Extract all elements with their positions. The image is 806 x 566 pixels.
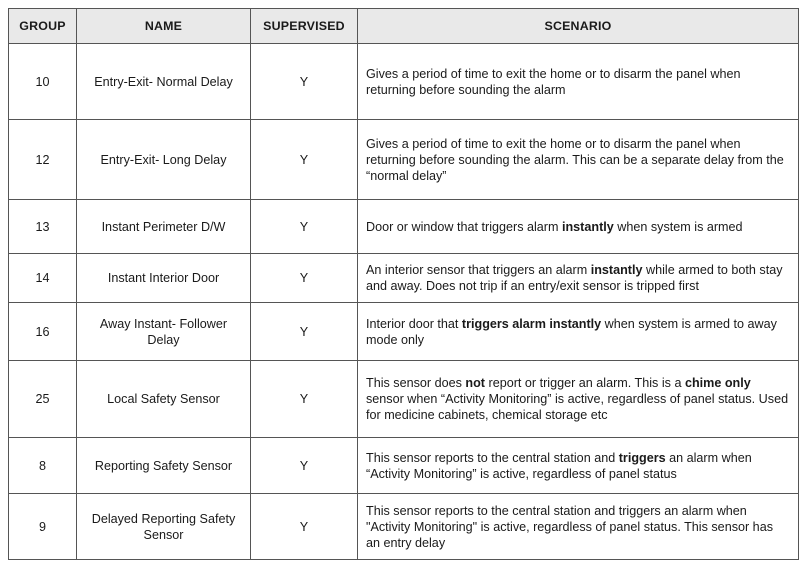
supervised-cell: Y bbox=[251, 44, 358, 120]
scenario-text: when system is armed to away mode only bbox=[366, 316, 777, 347]
scenario-text: This sensor does bbox=[366, 376, 466, 390]
name-cell: Entry-Exit- Normal Delay bbox=[77, 44, 251, 120]
name-cell: Instant Perimeter D/W bbox=[77, 200, 251, 254]
group-cell: 25 bbox=[9, 361, 77, 438]
supervised-cell: Y bbox=[251, 438, 358, 494]
scenario-emphasis: instantly bbox=[590, 263, 643, 277]
name-cell: Instant Interior Door bbox=[77, 254, 251, 303]
scenario-cell bbox=[358, 200, 799, 254]
header-group: GROUP bbox=[9, 9, 77, 44]
scenario-cell bbox=[358, 254, 799, 303]
supervised-cell: Y bbox=[251, 494, 358, 560]
table-row bbox=[9, 494, 799, 560]
table-row bbox=[9, 254, 799, 303]
scenario-emphasis: chime only bbox=[684, 376, 751, 390]
supervised-cell: Y bbox=[251, 120, 358, 200]
scenario-text: an alarm when “Activity Monitoring” is active, regardless of panel status bbox=[366, 450, 752, 481]
scenario-text: Gives a period of time to exit the home or to disarm the panel when returning before sounding the alarm. This can be a separate delay from the “normal delay” bbox=[366, 136, 784, 183]
scenario-cell bbox=[358, 44, 799, 120]
supervised-cell: Y bbox=[251, 361, 358, 438]
name-cell: Reporting Safety Sensor bbox=[77, 438, 251, 494]
scenario-text: This sensor reports to the central station and bbox=[366, 450, 619, 465]
scenario-text: when system is armed bbox=[613, 219, 743, 234]
supervised-cell: Y bbox=[251, 254, 358, 303]
scenario-text: sensor when “Activity Monitoring” is active, regardless of panel status. Used for medicine cabinets, chemical storage etc bbox=[366, 392, 789, 422]
scenario-cell bbox=[358, 438, 799, 494]
group-cell: 10 bbox=[9, 44, 77, 120]
group-cell: 13 bbox=[9, 200, 77, 254]
scenario-emphasis: triggers bbox=[618, 450, 666, 465]
table-row bbox=[9, 361, 799, 438]
group-cell: 14 bbox=[9, 254, 77, 303]
sensor-group-document bbox=[8, 8, 799, 560]
group-cell: 16 bbox=[9, 303, 77, 361]
scenario-cell bbox=[358, 361, 799, 438]
scenario-emphasis: triggers alarm instantly bbox=[461, 316, 602, 331]
scenario-text: An interior sensor that triggers an alarm bbox=[366, 263, 591, 277]
table-row bbox=[9, 120, 799, 200]
header-name: NAME bbox=[77, 9, 251, 44]
table-row bbox=[9, 200, 799, 254]
scenario-text: This sensor reports to the central station and triggers an alarm when "Activity Monitoring" is active, regardless of panel status. This sensor has an entry delay bbox=[366, 503, 773, 550]
scenario-cell bbox=[358, 303, 799, 361]
scenario-emphasis: not bbox=[465, 376, 485, 390]
group-cell: 9 bbox=[9, 494, 77, 560]
name-cell: Entry-Exit- Long Delay bbox=[77, 120, 251, 200]
table-row bbox=[9, 44, 799, 120]
scenario-cell bbox=[358, 494, 799, 560]
table-row bbox=[9, 303, 799, 361]
scenario-text: report or trigger an alarm. This is a bbox=[485, 376, 685, 390]
scenario-emphasis: instantly bbox=[561, 219, 614, 234]
scenario-text: while armed to both stay and away. Does not trip if an entry/exit sensor is tripped first bbox=[366, 263, 783, 293]
group-cell: 8 bbox=[9, 438, 77, 494]
header-scenario: SCENARIO bbox=[358, 9, 799, 44]
group-cell: 12 bbox=[9, 120, 77, 200]
table-row bbox=[9, 438, 799, 494]
scenario-text: Gives a period of time to exit the home or to disarm the panel when returning before sounding the alarm bbox=[366, 66, 741, 97]
scenario-text: Door or window that triggers alarm bbox=[366, 219, 562, 234]
scenario-text: Interior door that bbox=[366, 316, 462, 331]
header-row bbox=[9, 9, 799, 44]
name-cell: Delayed Reporting Safety Sensor bbox=[77, 494, 251, 560]
name-cell: Away Instant- Follower Delay bbox=[77, 303, 251, 361]
name-cell: Local Safety Sensor bbox=[77, 361, 251, 438]
sensor-group-table bbox=[8, 8, 799, 560]
supervised-cell: Y bbox=[251, 200, 358, 254]
scenario-cell bbox=[358, 120, 799, 200]
supervised-cell: Y bbox=[251, 303, 358, 361]
header-supervised: SUPERVISED bbox=[251, 9, 358, 44]
